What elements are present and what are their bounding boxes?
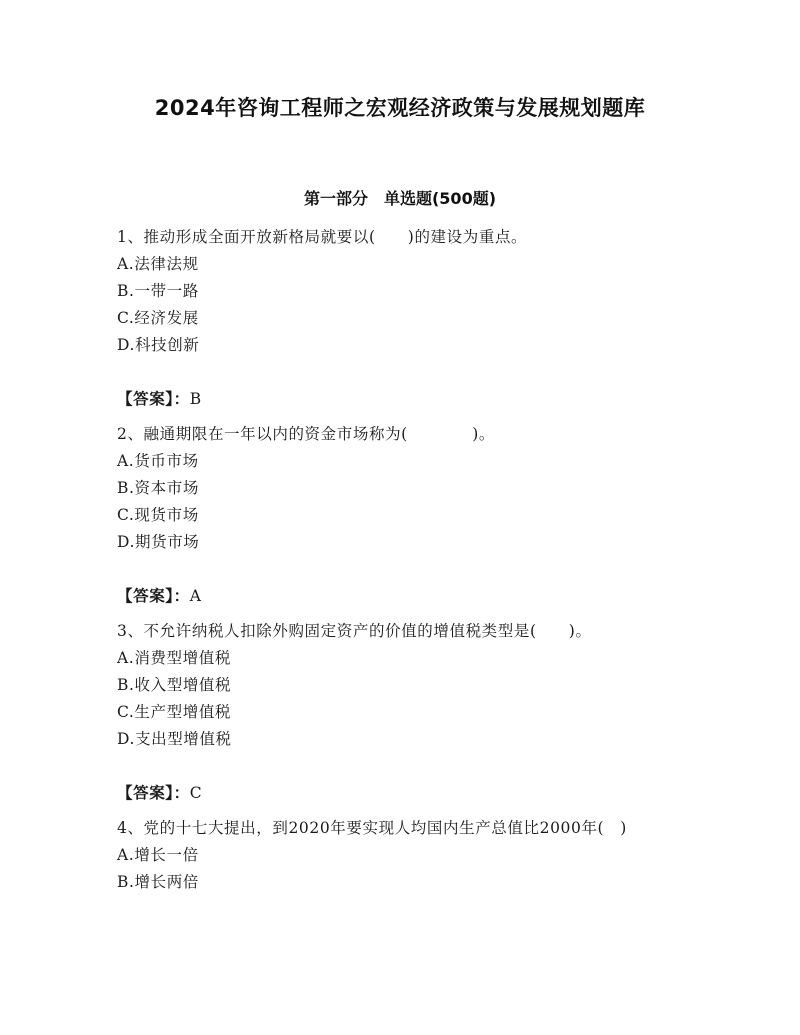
answer-line <box>117 386 677 413</box>
option-d: D.科技创新 <box>117 336 200 354</box>
question-3 <box>117 618 677 807</box>
question-2 <box>117 421 677 610</box>
answer-line <box>117 780 677 807</box>
page-title: 2024年咨询工程师之宏观经济政策与发展规划题库 <box>154 96 646 120</box>
option-a: A.消费型增值税 <box>117 649 231 667</box>
answer-line <box>117 583 677 610</box>
option-b: B.一带一路 <box>117 282 199 300</box>
answer-value: A <box>189 587 202 605</box>
option-c: C.生产型增值税 <box>117 703 232 721</box>
section-title: 第一部分 单选题(500题) <box>303 189 497 208</box>
option-d: D.期货市场 <box>117 533 200 551</box>
answer-label: 【答案】： <box>117 587 190 605</box>
question-list <box>117 224 677 896</box>
question-4 <box>117 815 677 896</box>
answer-value: B <box>189 390 202 408</box>
question-text: 1、推动形成全面开放新格局就要以( )的建设为重点。 <box>117 228 528 246</box>
option-c: C.经济发展 <box>117 309 199 327</box>
question-1 <box>117 224 677 413</box>
question-text: 2、融通期限在一年以内的资金市场称为( )。 <box>117 425 495 443</box>
answer-label: 【答案】： <box>117 390 190 408</box>
option-a: A.货币市场 <box>117 452 199 470</box>
option-b: B.增长两倍 <box>117 873 199 891</box>
answer-label: 【答案】： <box>117 784 190 802</box>
question-text: 4、党的十七大提出，到2020年要实现人均国内生产总值比2000年( ) <box>117 819 627 837</box>
option-b: B.收入型增值税 <box>117 676 232 694</box>
answer-value: C <box>189 784 203 802</box>
option-c: C.现货市场 <box>117 506 199 524</box>
option-d: D.支出型增值税 <box>117 730 232 748</box>
question-text: 3、不允许纳税人扣除外购固定资产的价值的增值税类型是( )。 <box>117 622 592 640</box>
option-a: A.增长一倍 <box>117 846 199 864</box>
option-b: B.资本市场 <box>117 479 199 497</box>
option-a: A.法律法规 <box>117 255 199 273</box>
